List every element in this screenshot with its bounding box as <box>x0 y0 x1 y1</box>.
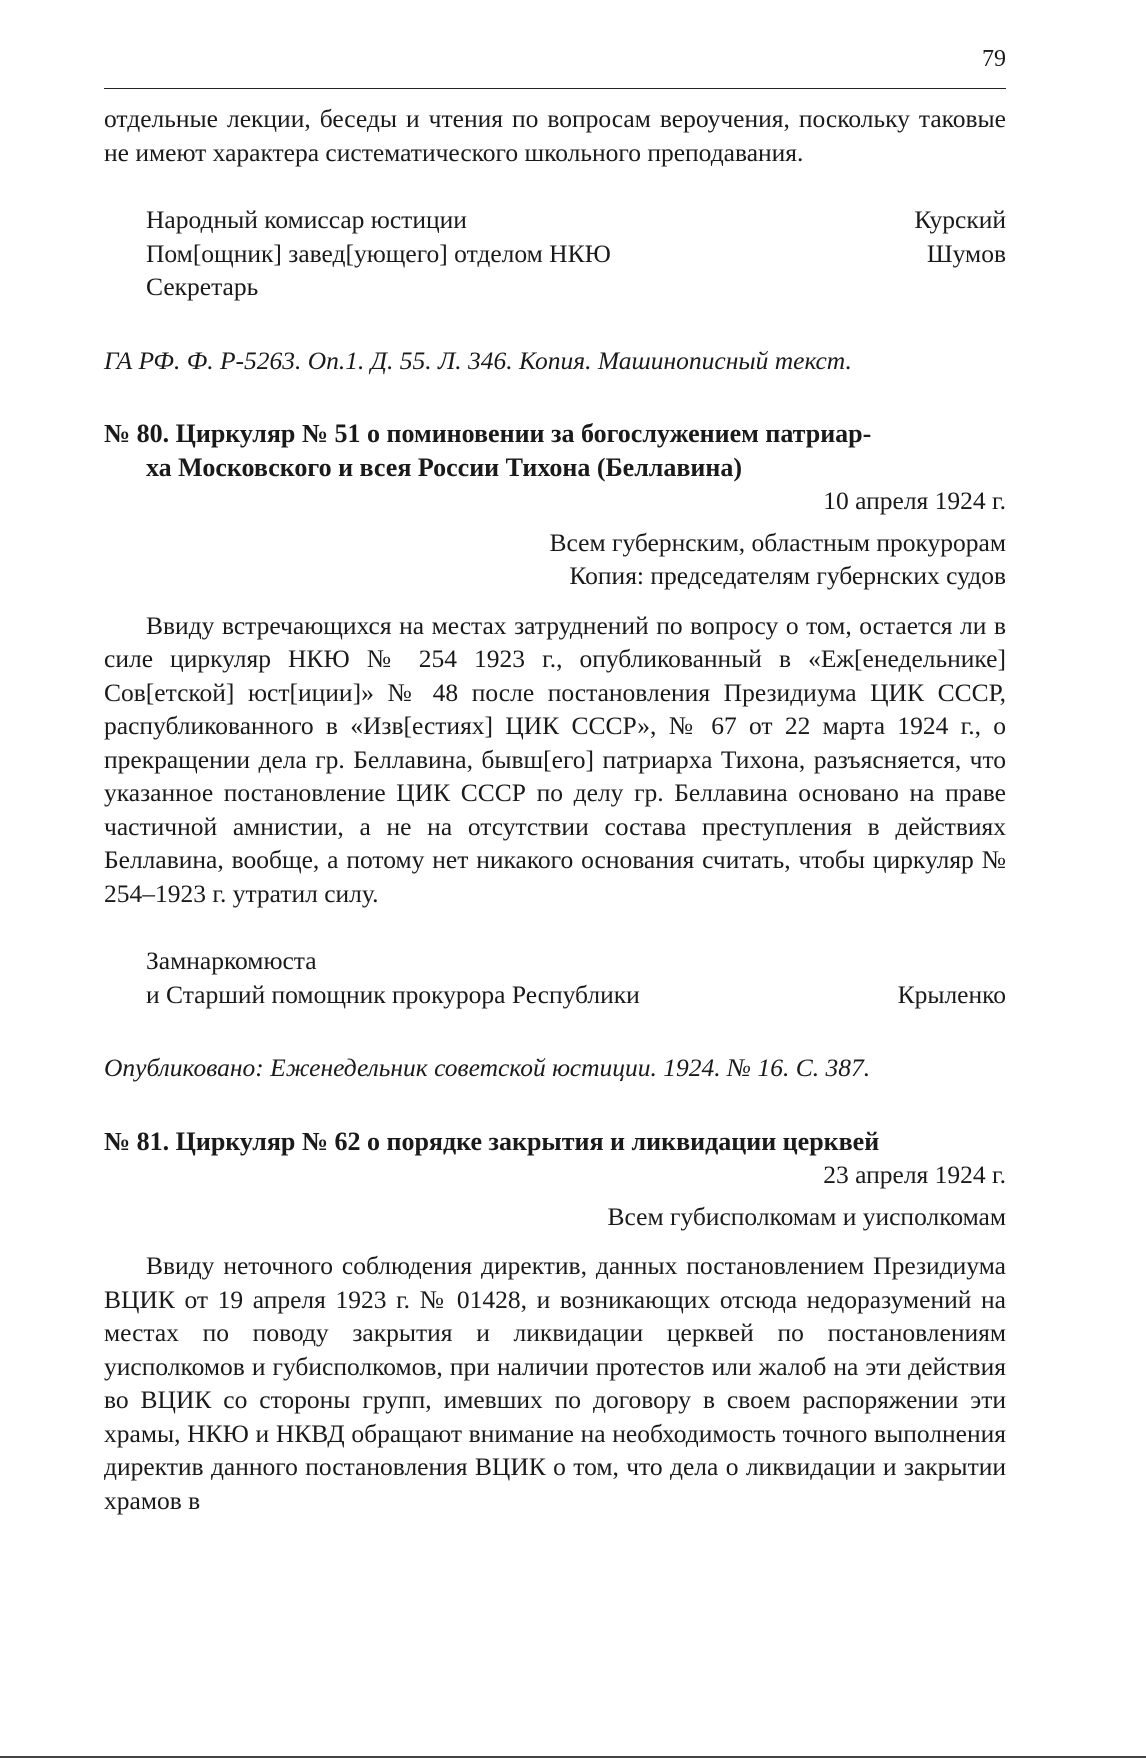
page-content <box>104 102 1006 1517</box>
doc80-date: 10 апреля 1924 г. <box>823 486 1006 515</box>
doc80-heading-line1: № 80. Циркуляр № 51 о поминовении за богослужением патриар- <box>104 419 872 448</box>
signature-row <box>146 978 1006 1012</box>
signature-role: Пом[ощник] завед[ующего] отделом НКЮ <box>146 238 611 268</box>
doc80-heading-line2: ха Московского и всея России Тихона (Беллавина) <box>146 452 743 482</box>
page-number: 79 <box>982 46 1006 72</box>
signature-name: Шумов <box>926 238 1006 268</box>
signature-role: Народный комиссар юстиции <box>146 205 467 234</box>
signature-name: Крыленко <box>897 979 1006 1009</box>
signature-role: Секретарь <box>146 272 259 301</box>
doc80-addressee: Всем губернским, областным прокурорам <box>549 527 1006 557</box>
header-rule <box>104 88 1006 89</box>
doc81-heading: № 81. Циркуляр № 62 о порядке закрытия и ликвидации церквей <box>104 1126 880 1156</box>
archive-source: ГА РФ. Ф. Р-5263. Оп.1. Д. 55. Л. 346. Копия. Машинописный текст. <box>104 345 852 375</box>
doc81-body: Ввиду неточного соблюдения директив, данных постановлением Президиума ВЦИК от 19 апреля 1923 г. № 01428, и возникающих отсюда недоразумений на местах по поводу закрытия и ликвидации церквей по постановлениям уисполкомов и губисполкомов, при наличии протестов или жалоб на эти действия во ВЦИК со стороны групп, имевших по договору в своем распоряжении эти храмы, НКЮ и НКВД обращают внимание на необходимость точного выполнения директив данного постановления ВЦИК о том, что дела о ликвидации и закрытии храмов в <box>104 1251 1006 1515</box>
signature-block-2 <box>104 944 1006 1011</box>
doc80-heading <box>104 417 1006 484</box>
doc80-body: Ввиду встречающихся на местах затруднений по вопросу о том, остается ли в силе циркуляр НКЮ № 254 1923 г., опубликованный в «Еж[енедельнике] Сов[етской] юст[иции]» № 48 после постановления Президиума ЦИК СССР, распубликованного в «Изв[естиях] ЦИК СССР», № 67 от 22 марта 1924 г., о прекращении дела гр. Беллавина, бывш[его] патриарха Тихона, разъясняется, что указанное постановление ЦИК СССР по делу гр. Беллавина основано на праве частичной амнистии, а не на отсутствии состава преступления в действиях Беллавина, вообще, а потому нет никакого основания считать, чтобы циркуляр № 254–1923 г. утратил силу. <box>104 610 1006 908</box>
signature-role: и Старший помощник прокурора Республики <box>146 979 640 1009</box>
publication-source: Опубликовано: Еженедельник советской юстиции. 1924. № 16. С. 387. <box>104 1053 871 1082</box>
doc81-date: 23 апреля 1924 г. <box>823 1160 1006 1189</box>
signature-row <box>146 270 1006 304</box>
signature-name: Курский <box>914 205 1006 234</box>
intro-paragraph: отдельные лекции, беседы и чтения по вопросам вероучения, поскольку таковые не имеют характера систематического школьного преподавания. <box>104 104 1006 167</box>
doc80-copy-addressee: Копия: председателям губернских судов <box>569 561 1006 590</box>
signature-title: Замнаркомюста <box>146 946 317 975</box>
signature-row <box>146 203 1006 237</box>
doc81-addressee: Всем губисполкомам и уисполкомам <box>607 1201 1006 1231</box>
signature-block-1 <box>104 203 1006 304</box>
document-page <box>104 0 1006 1758</box>
signature-row <box>146 237 1006 271</box>
